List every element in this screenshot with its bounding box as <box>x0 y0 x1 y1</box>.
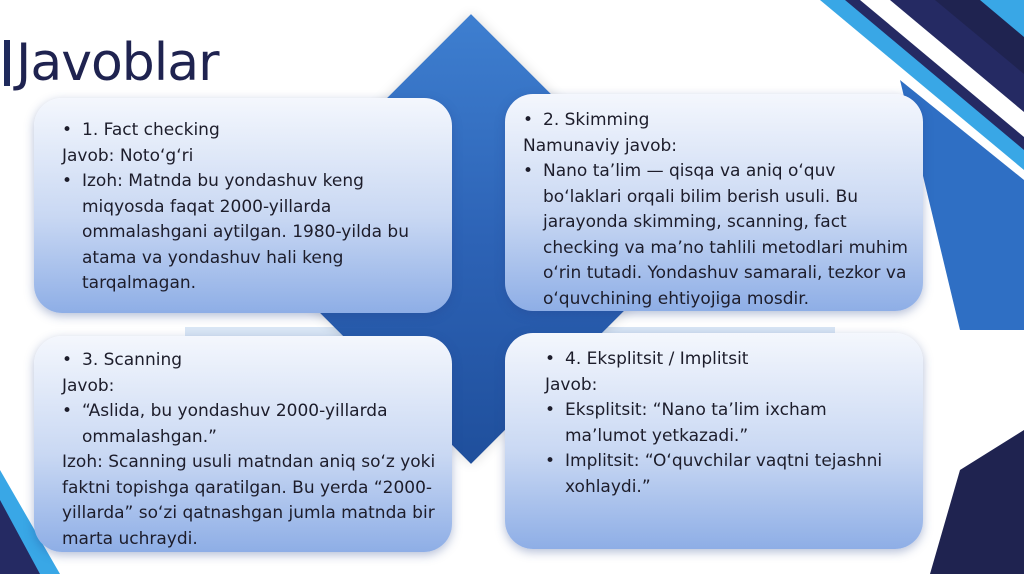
title-block <box>4 28 219 98</box>
card4-implicit: Implitsit: “O‘quvchilar vaqtni tejashni xohlaydi.” <box>565 451 883 497</box>
bullet-icon: • <box>62 171 73 191</box>
card3-quote-row <box>62 399 442 450</box>
card2-note: Nano ta’lim — qisqa va aniq o‘quv bo‘laklari orqali bilim berish usuli. Bu jarayonda skimming, scanning, fact checking va ma’no tahlili metodlari muhim o‘rin tutadi. Yondashuv samarali, tezkor va o‘quvchining ehtiyojiga mosdir. <box>543 161 908 309</box>
card2-answer: Namunaviy javob: <box>523 135 678 156</box>
card4-explicit: Eksplitsit: “Nano ta’lim ixcham ma’lumot yetkazadi.” <box>565 400 827 446</box>
bullet-icon: • <box>62 350 73 370</box>
bullet-icon: • <box>62 120 73 140</box>
card1-heading: 1. Fact checking <box>82 120 220 140</box>
card3-heading-row <box>62 348 442 374</box>
answer-card-3 <box>34 336 452 552</box>
card2-heading: 2. Skimming <box>543 110 650 130</box>
card4-explicit-row <box>545 398 913 449</box>
card2-note-row <box>523 159 917 312</box>
answer-card-2 <box>505 94 923 311</box>
bullet-icon: • <box>545 400 556 420</box>
card3-answer: Javob: <box>62 375 115 396</box>
card1-note-row <box>62 169 442 297</box>
title-accent-bar <box>4 40 10 86</box>
card4-heading: 4. Eksplitsit / Implitsit <box>565 349 749 369</box>
bullet-icon: • <box>62 401 73 421</box>
answer-card-1 <box>34 98 452 313</box>
bullet-icon: • <box>545 349 556 369</box>
bullet-icon: • <box>545 451 556 471</box>
bullet-icon: • <box>523 110 534 130</box>
card4-heading-row <box>545 347 913 373</box>
card1-heading-row <box>62 118 442 144</box>
card2-heading-row <box>523 108 917 134</box>
answer-card-4 <box>505 333 923 549</box>
card3-note: Izoh: Scanning usuli matndan aniq so‘z yoki faktni topishga qaratilgan. Bu yerda “2000-yillarda” so‘zi qatnashgan jumla matnda bir marta uchraydi. <box>62 452 436 549</box>
card4-implicit-row <box>545 449 913 500</box>
card1-note: Izoh: Matnda bu yondashuv keng miqyosda faqat 2000-yillarda ommalashgani aytilgan. 1980-yilda bu atama va yondashuv hali keng tarqalmagan. <box>82 171 409 293</box>
card1-answer: Javob: Noto‘g‘ri <box>62 145 194 166</box>
card3-quote: “Aslida, bu yondashuv 2000-yillarda ommalashgan.” <box>82 401 388 447</box>
bullet-icon: • <box>523 161 534 181</box>
card4-answer: Javob: <box>545 374 598 395</box>
page-title: Javoblar <box>16 33 219 93</box>
card3-heading: 3. Scanning <box>82 350 183 370</box>
